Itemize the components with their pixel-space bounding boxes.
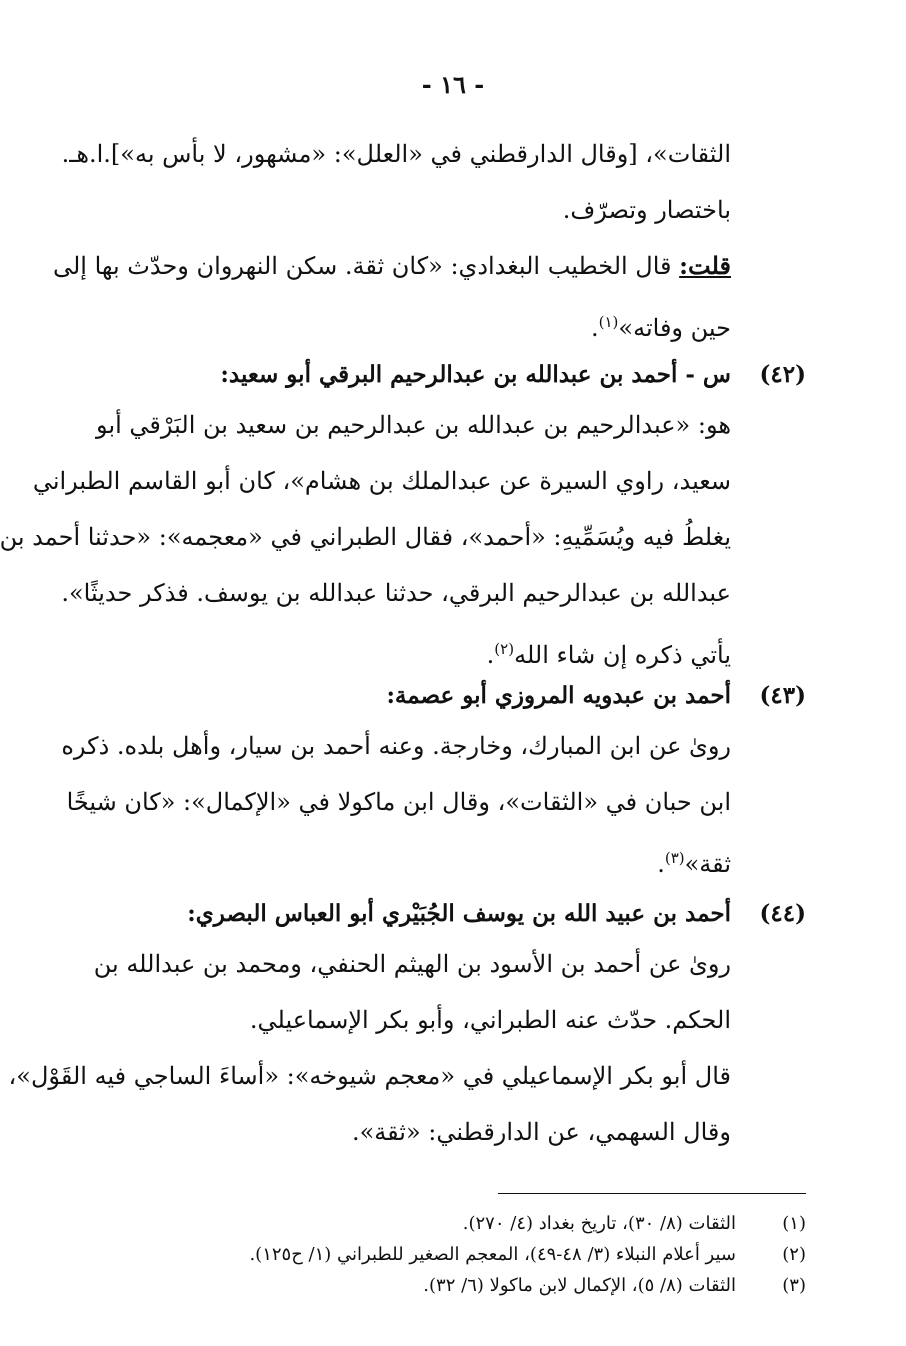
entry-body-44 <box>8 936 731 1160</box>
entry-line: عبدالله بن عبدالرحيم البرقي، حدثنا عبدالله بن يوسف. فذكر حديثًا». <box>61 579 731 607</box>
entry-body-43 <box>61 718 731 892</box>
intro-line-4 <box>101 294 731 356</box>
entry-number: (٤٢) <box>759 361 806 388</box>
footnote-number: (٣) <box>782 1275 806 1296</box>
entry-title: س - أحمد بن عبدالله بن عبدالرحيم البرقي أبو سعيد: <box>220 361 731 388</box>
entry-line: هو: «عبدالرحيم بن عبدالله بن عبدالرحيم بن سعيد بن البَرْقي أبو <box>96 411 731 439</box>
entry-line: قال أبو بكر الإسماعيلي في «معجم شيوخه»: «أساءَ الساجي فيه القَوْل»، <box>8 1062 731 1090</box>
intro-line-3-text: قال الخطيب البغدادي: «كان ثقة. سكن النهروان وحدّث بها إلى <box>52 252 680 280</box>
qult-marker: قلت: <box>679 251 731 280</box>
entry-heading-44 <box>100 894 806 934</box>
footnote-1 <box>100 1208 806 1239</box>
entry-number: (٤٣) <box>759 682 806 709</box>
footnote-ref-2: (٢) <box>494 640 515 658</box>
entry-number: (٤٤) <box>759 900 806 927</box>
entry-last-text: ثقة» <box>684 850 731 878</box>
page-number: - ١٦ - <box>421 70 485 99</box>
entry-line: روىٰ عن ابن المبارك، وخارجة. وعنه أحمد بن سيار، وأهل بلده. ذكره <box>61 732 731 760</box>
intro-line-1: الثقات»، [وقال الدارقطني في «العلل»: «مشهور، لا بأس به»].ا.هـ. <box>61 140 731 168</box>
entry-title: أحمد بن عبدويه المروزي أبو عصمة: <box>386 682 731 709</box>
entry-line: وقال السهمي، عن الدارقطني: «ثقة». <box>351 1118 731 1146</box>
entry-last-end: . <box>486 641 495 669</box>
footnote-ref-3: (٣) <box>664 849 685 867</box>
entry-last-line <box>101 830 731 892</box>
entry-line: يغلطُ فيه ويُسَمِّيهِ: «أحمد»، فقال الطبراني في «معجمه»: «حدثنا أحمد بن <box>0 523 731 551</box>
entry-line: روىٰ عن أحمد بن الأسود بن الهيثم الحنفي، ومحمد بن عبدالله بن <box>93 950 731 978</box>
entry-heading-43 <box>100 676 806 716</box>
entry-title: أحمد بن عبيد الله بن يوسف الجُبَيْري أبو العباس البصري: <box>187 900 731 927</box>
entry-line: الحكم. حدّث عنه الطبراني، وأبو بكر الإسماعيلي. <box>249 1006 731 1034</box>
entry-line: ابن حبان في «الثقات»، وقال ابن ماكولا في «الإكمال»: «كان شيخًا <box>66 788 731 816</box>
footnote-text: سير أعلام النبلاء (٣/ ٤٨-٤٩)، المعجم الصغير للطبراني (١/ ح١٢٥). <box>249 1244 736 1265</box>
entry-line: سعيد، راوي السيرة عن عبدالملك بن هشام»، كان أبو القاسم الطبراني <box>32 467 731 495</box>
footnote-separator <box>498 1193 806 1194</box>
intro-line-4-text: حين وفاته» <box>618 314 731 342</box>
entry-last-end: . <box>657 850 665 878</box>
intro-line-4-end: . <box>590 314 599 342</box>
entry-body-42 <box>0 397 731 683</box>
footnote-3 <box>100 1270 806 1301</box>
footnote-text: الثقات (٨/ ٥)، الإكمال لابن ماكولا (٦/ ٣٢). <box>423 1275 736 1296</box>
entry-last-text: يأتي ذكره إن شاء الله <box>514 641 731 669</box>
intro-line-3 <box>52 238 731 294</box>
entry-last-line <box>101 621 731 683</box>
footnote-number: (١) <box>782 1213 806 1234</box>
footnote-ref-1: (١) <box>598 313 619 331</box>
footnotes <box>100 1208 806 1301</box>
footnote-text: الثقات (٨/ ٣٠)، تاريخ بغداد (٤/ ٢٧٠). <box>462 1213 736 1234</box>
intro-paragraph <box>52 126 731 356</box>
intro-line-2: باختصار وتصرّف. <box>562 196 731 224</box>
footnote-number: (٢) <box>782 1244 806 1265</box>
footnote-2 <box>100 1239 806 1270</box>
entry-heading-42 <box>100 355 806 395</box>
